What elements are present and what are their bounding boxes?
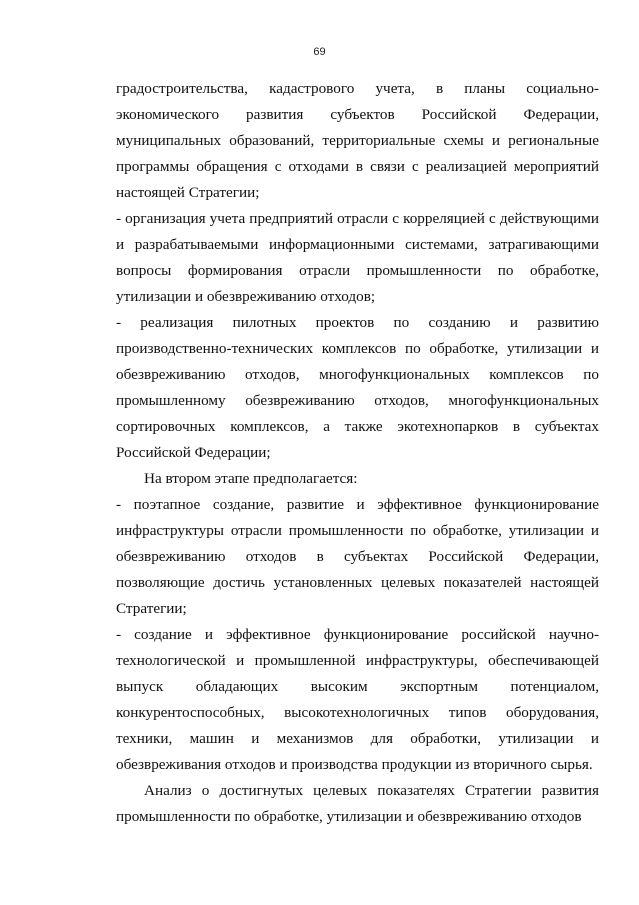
paragraph-second-stage-heading: На втором этапе предполагается: — [144, 470, 358, 487]
paragraph-enterprise-accounting: - организация учета предприятий отрасли с корреляцией с действующими и разрабатываемыми информационными системами, затрагивающими вопросы формирования отрасли промышленности по обработке, утилизации и обезвреживанию отходов; — [116, 210, 599, 305]
paragraph-indicators-analysis: Анализ о достигнутых целевых показателях Стратегии развития промышленности по обработке, утилизации и обезвреживанию отходов — [116, 782, 599, 825]
document-body — [116, 76, 599, 830]
paragraph-pilot-projects: - реализация пилотных проектов по созданию и развитию производственно-технических комплексов по обработке, утилизации и обезвреживанию отходов, многофункциональных комплексов по промышленному обезвреживанию отходов, многофункциональных сортировочных комплексов, а также экотехнопарков в субъектах Российской Федерации; — [116, 314, 599, 461]
paragraph-planning-continuation: градостроительства, кадастрового учета, в планы социально-экономического развития субъектов Российской Федерации, муниципальных образований, территориальные схемы и региональные программы обращения с отходами в связи с реализацией мероприятий настоящей Стратегии; — [116, 80, 599, 201]
paragraph-infrastructure-development: - поэтапное создание, развитие и эффективное функционирование инфраструктуры отрасли промышленности по обработке, утилизации и обезвреживанию отходов в субъектах Российской Федерации, позволяющие достичь установленных целевых показателей настоящей Стратегии; — [116, 496, 599, 617]
paragraph-scientific-infrastructure: - создание и эффективное функционирование российской научно-технологической и промышленной инфраструктуры, обеспечивающей выпуск обладающих высоким экспортным потенциалом, конкурентоспособных, высокотехнологичных типов оборудования, техники, машин и механизмов для обработки, утилизации и обезвреживания отходов и производства продукции из вторичного сырья. — [116, 626, 599, 773]
page-number: 69 — [313, 46, 326, 58]
